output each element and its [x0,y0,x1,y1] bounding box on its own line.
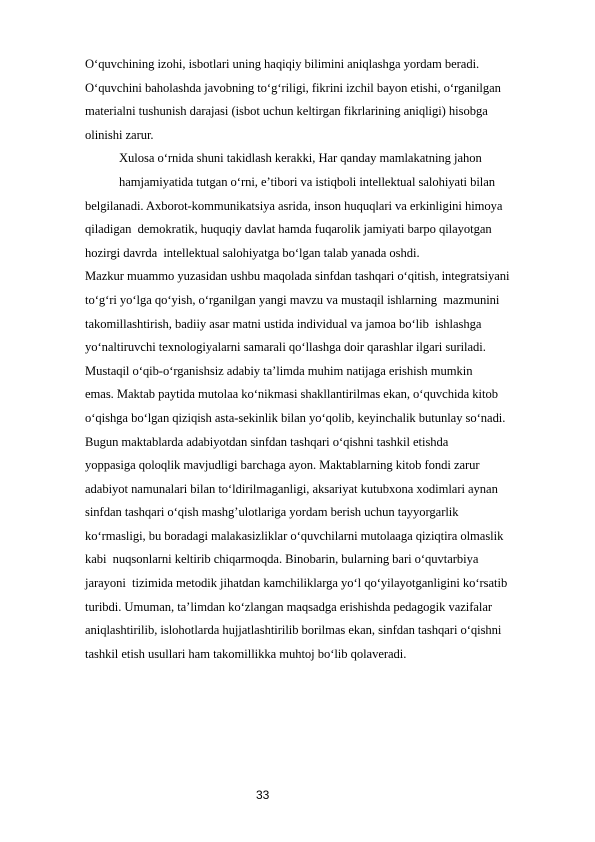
text-line: olinishi zarur. [85,127,154,142]
text-line: ko‘rmasligi, bu boradagi malakasizliklar o‘quvchilarni mutolaaga qiziqtira olmaslik [85,528,504,543]
text-line: o‘qishga bo‘lgan qiziqish asta-sekinlik bilan yo‘qolib, keyinchalik butunlay so‘nadi. [85,410,506,425]
text-line: adabiyot namunalari bilan to‘ldirilmaganligi, aksariyat kutubxona xodimlari aynan [85,481,498,496]
text-line: Bugun maktablarda adabiyotdan sinfdan tashqari o‘qishni tashkil etishda [85,434,449,449]
text-line: Mazkur muammo yuzasidan ushbu maqolada sinfdan tashqari o‘qitish, integratsiyani [85,269,510,284]
text-line: to‘g‘ri yo‘lga qo‘yish, o‘rganilgan yangi mavzu va mustaqil ishlarning mazmunini [85,292,500,307]
text-line: jarayoni tizimida metodik jihatdan kamchiliklarga yo‘l qo‘yilayotganligini ko‘rsatib [85,576,508,591]
text-line: belgilanadi. Axborot-kommunikatsiya asrida, inson huquqlari va erkinligini himoya [85,198,503,213]
text-line: Xulosa o‘rnida shuni takidlash kerakki, Har qanday mamlakatning jahon [119,151,482,166]
text-line: turibdi. Umuman, ta’limdan ko‘zlangan maqsadga erishishda pedagogik vazifalar [85,599,493,614]
text-line: hozirgi davrda intellektual salohiyatga bo‘lgan talab yanada oshdi. [85,245,420,260]
text-line: yoppasiga qoloqlik mavjudligi barchaga ayon. Maktablarning kitob fondi zarur [85,458,480,473]
text-line: Mustaqil o‘qib-o‘rganishsiz adabiy ta’limda muhim natijaga erishish mumkin [85,363,473,378]
text-line: takomillashtirish, badiiy asar matni ustida individual va jamoa bo‘lib ishlashga [85,316,482,331]
page-number: 33 [256,788,270,802]
text-line: sinfdan tashqari o‘qish mashg’ulotlariga yordam berish uchun tayyorgarlik [85,505,459,520]
text-line: hamjamiyatida tutgan o‘rni, e’tibori va istiqboli intellektual salohiyati bilan [119,174,495,189]
text-line: kabi nuqsonlarni keltirib chiqarmoqda. Binobarin, bularning bari o‘quvtarbiya [85,552,479,567]
body-text [85,53,565,666]
text-line: O‘quvchini baholashda javobning to‘g‘riligi, fikrini izchil bayon etishi, o‘rganilgan [85,80,501,95]
text-line: emas. Maktab paytida mutolaa ko‘nikmasi shakllantirilmas ekan, o‘quvchida kitob [85,387,498,402]
text-line: qiladigan demokratik, huquqiy davlat hamda fuqarolik jamiyati barpo qilayotgan [85,222,492,237]
text-line: tashkil etish usullari ham takomillikka muhtoj bo‘lib qolaveradi. [85,646,407,661]
text-line: aniqlashtirilib, islohotlarda hujjatlashtirilib borilmas ekan, sinfdan tashqari o‘qishni [85,623,502,638]
text-line: materialni tushunish darajasi (isbot uchun keltirgan fikrlarining aniqligi) hisobga [85,104,488,119]
text-line: yo‘naltiruvchi texnologiyalarni samarali qo‘llashga doir qarashlar ilgari suriladi. [85,340,486,355]
text-line: O‘quvchining izohi, isbotlari uning haqiqiy bilimini aniqlashga yordam beradi. [85,57,480,71]
